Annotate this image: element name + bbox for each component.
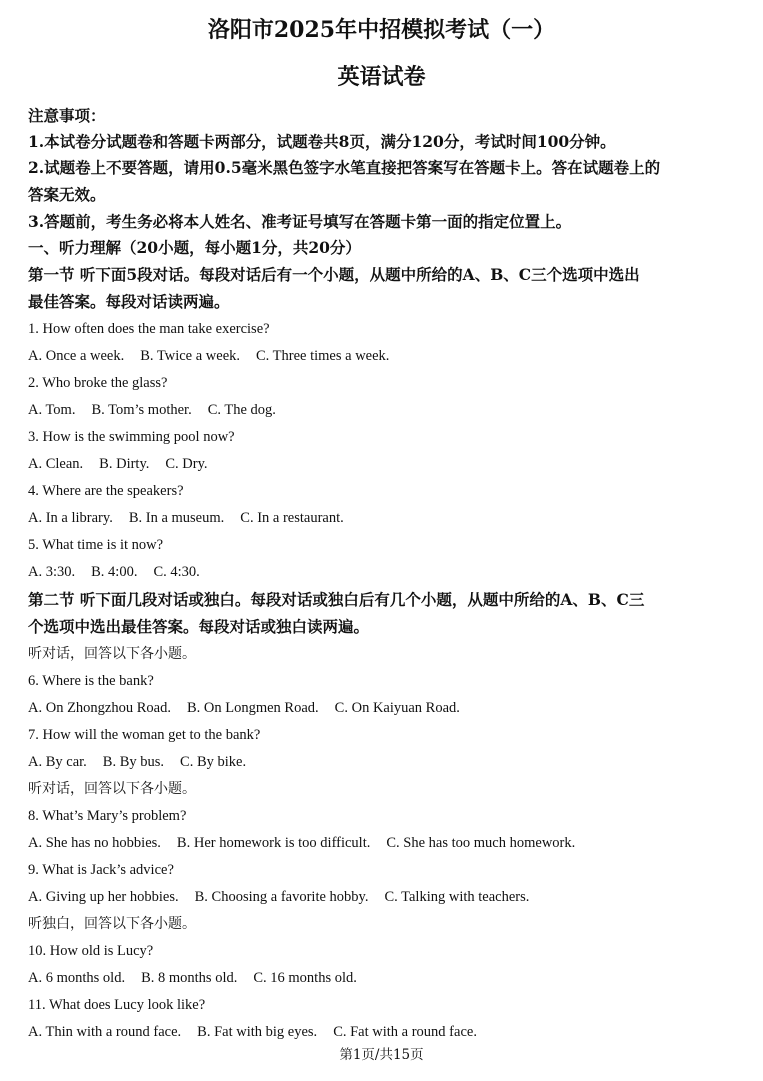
question-6-option-a: A. On Zhongzhou Road.	[28, 700, 171, 716]
dialog-instruction-a: 听对话，回答以下各小题。	[28, 646, 196, 662]
question-11-text: 11. What does Lucy look like?	[28, 997, 206, 1013]
question-7-options	[28, 752, 246, 772]
question-11-option-c: C. Fat with a round face.	[333, 1024, 477, 1040]
question-3-text: 3. How is the swimming pool now?	[28, 429, 235, 445]
dialog-instruction-b: 听对话，回答以下各小题。	[28, 781, 196, 797]
question-2-options	[28, 400, 276, 420]
question-3-option-c: C. Dry.	[165, 456, 208, 472]
question-8-option-b: B. Her homework is too difficult.	[176, 835, 371, 851]
question-5-text: 5. What time is it now?	[28, 537, 164, 553]
question-5-option-b: B. 4:00.	[91, 564, 138, 580]
section-2-instruction-line-2: 个选项中选出最佳答案。每段对话或独白读两遍。	[28, 617, 370, 636]
question-9-option-b: B. Choosing a favorite hobby.	[194, 889, 369, 905]
question-10-option-c: C. 16 months old.	[253, 970, 357, 986]
question-4-options	[28, 508, 344, 528]
section-1-instruction-line-1: 第一节 听下面5段对话。每段对话后有一个小题，从题中所给的A、B、C三个选项中选出	[28, 265, 640, 284]
question-4-option-c: C. In a restaurant.	[240, 510, 344, 526]
question-11-option-a: A. Thin with a round face.	[28, 1024, 182, 1040]
question-10-option-b: B. 8 months old.	[141, 970, 238, 986]
question-5-options	[28, 562, 200, 582]
question-6-option-b: B. On Longmen Road.	[186, 700, 319, 716]
question-8-option-a: A. She has no hobbies.	[28, 835, 161, 851]
notes-heading: 注意事项：	[28, 106, 106, 125]
question-6-option-c: C. On Kaiyuan Road.	[334, 700, 460, 716]
question-11-option-b: B. Fat with big eyes.	[197, 1024, 318, 1040]
question-10-option-a: A. 6 months old.	[28, 970, 126, 986]
notes-item-2-line-1: 2.试题卷上不要答题，请用0.5毫米黑色签字水笔直接把答案写在答题卡上。答在试题卷上的	[28, 158, 661, 177]
question-6-text: 6. Where is the bank?	[28, 673, 154, 689]
question-4-option-b: B. In a museum.	[128, 510, 225, 526]
question-6-options	[28, 698, 460, 718]
notes-item-1: 1.本试卷分试题卷和答题卡两部分，试题卷共8页，满分120分，考试时间100分钟。	[28, 132, 616, 151]
monologue-instruction: 听独白，回答以下各小题。	[28, 916, 196, 932]
question-3-option-b: B. Dirty.	[99, 456, 150, 472]
question-7-option-c: C. By bike.	[180, 754, 247, 770]
page-indicator: 第1页/共15页	[339, 1047, 424, 1063]
question-1-option-c: C. Three times a week.	[256, 348, 390, 364]
section-2-instruction-line-1: 第二节 听下面几段对话或独白。每段对话或独白后有几个小题，从题中所给的A、B、C三	[28, 590, 645, 609]
question-9-option-a: A. Giving up her hobbies.	[28, 889, 179, 905]
question-1-options	[28, 346, 389, 366]
question-5-option-a: A. 3:30.	[28, 564, 76, 580]
exam-subtitle: 英语试卷	[337, 64, 426, 90]
question-4-text: 4. Where are the speakers?	[28, 483, 184, 499]
question-8-text: 8. What’s Mary’s problem?	[28, 808, 187, 824]
question-8-option-c: C. She has too much homework.	[386, 835, 576, 851]
question-10-text: 10. How old is Lucy?	[28, 943, 154, 959]
question-9-options	[28, 887, 529, 907]
question-1-option-a: A. Once a week.	[28, 348, 125, 364]
question-9-option-c: C. Talking with teachers.	[384, 889, 530, 905]
question-8-options	[28, 833, 575, 853]
exam-title: 洛阳市2025年中招模拟考试（一）	[207, 17, 556, 43]
question-7-text: 7. How will the woman get to the bank?	[28, 727, 261, 743]
part-1-heading: 一、听力理解（20小题，每小题1分，共20分）	[28, 238, 361, 257]
question-2-option-a: A. Tom.	[28, 402, 76, 418]
question-1-option-b: B. Twice a week.	[140, 348, 240, 364]
question-10-options	[28, 968, 357, 988]
section-1-instruction-line-2: 最佳答案。每段对话读两遍。	[28, 292, 230, 311]
question-7-option-b: B. By bus.	[102, 754, 165, 770]
notes-item-2-line-2: 答案无效。	[28, 185, 106, 204]
question-2-text: 2. Who broke the glass?	[28, 375, 168, 391]
question-5-option-c: C. 4:30.	[153, 564, 200, 580]
question-9-text: 9. What is Jack’s advice?	[28, 862, 174, 878]
question-11-options	[28, 1022, 477, 1042]
question-1-text: 1. How often does the man take exercise?	[28, 321, 270, 337]
question-2-option-b: B. Tom’s mother.	[91, 402, 192, 418]
question-4-option-a: A. In a library.	[28, 510, 113, 526]
question-3-option-a: A. Clean.	[28, 456, 84, 472]
question-2-option-c: C. The dog.	[207, 402, 276, 418]
notes-item-3: 3.答题前，考生务必将本人姓名、准考证号填写在答题卡第一面的指定位置上。	[28, 212, 572, 231]
question-7-option-a: A. By car.	[28, 754, 87, 770]
question-3-options	[28, 454, 208, 474]
